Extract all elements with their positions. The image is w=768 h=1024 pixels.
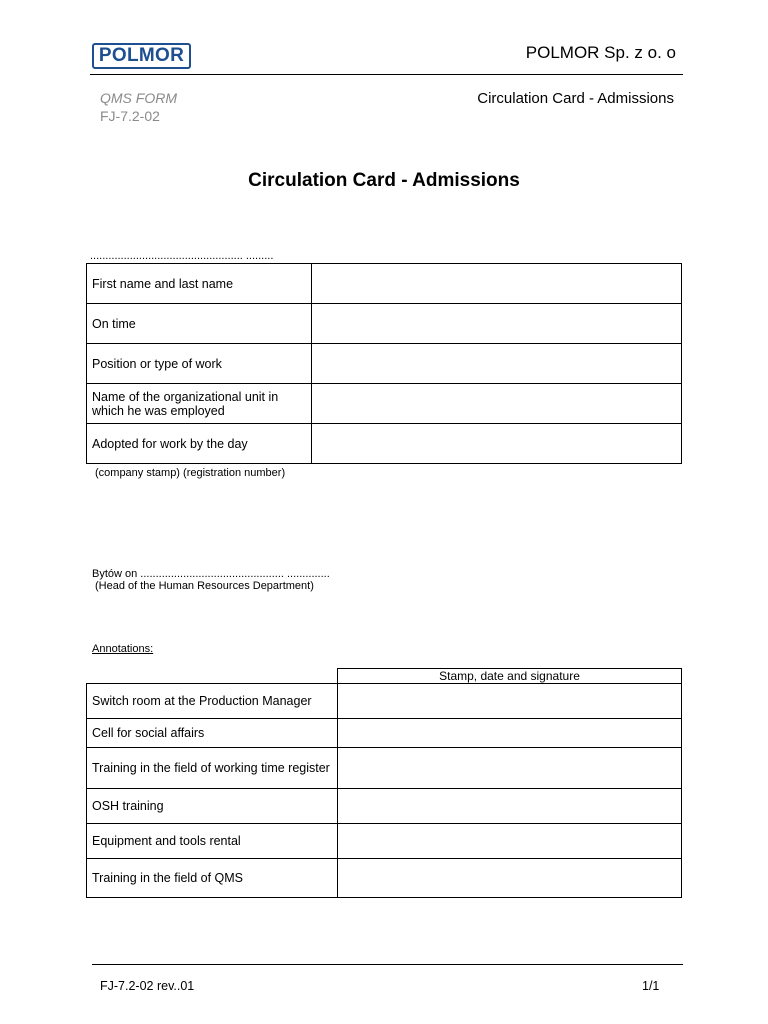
- row-value-field[interactable]: [338, 789, 682, 824]
- row-label: Name of the organizational unit in which he was employed: [87, 384, 312, 424]
- form-code: FJ-7.2-02: [100, 108, 160, 124]
- table-row: [87, 264, 682, 304]
- column-header: Stamp, date and signature: [338, 669, 682, 684]
- table-row: [87, 304, 682, 344]
- row-value-field[interactable]: [338, 859, 682, 898]
- employee-table: [86, 263, 682, 464]
- form-type: QMS FORM: [100, 90, 177, 106]
- row-value-field[interactable]: [312, 344, 682, 384]
- row-value-field[interactable]: [338, 824, 682, 859]
- table-row: [87, 748, 682, 789]
- hr-caption: (Head of the Human Resources Department): [95, 580, 314, 592]
- blank-header-cell: [87, 669, 338, 684]
- table-row: [87, 719, 682, 748]
- row-value-field[interactable]: [338, 719, 682, 748]
- page-title: Circulation Card - Admissions: [248, 170, 520, 191]
- row-label: Switch room at the Production Manager: [87, 684, 338, 719]
- row-label: Position or type of work: [87, 344, 312, 384]
- document-name: Circulation Card - Admissions: [477, 90, 674, 107]
- company-logo: POLMOR: [92, 43, 191, 69]
- row-value-field[interactable]: [312, 424, 682, 464]
- row-value-field[interactable]: [338, 684, 682, 719]
- annotations-label: Annotations:: [92, 643, 154, 655]
- table-row: [87, 789, 682, 824]
- row-label: On time: [87, 304, 312, 344]
- row-value-field[interactable]: [338, 748, 682, 789]
- row-label: OSH training: [87, 789, 338, 824]
- row-label: First name and last name: [87, 264, 312, 304]
- footer-divider: [92, 964, 683, 965]
- stamp-caption: (company stamp) (registration number): [95, 467, 286, 479]
- footer-page-number: 1/1: [642, 979, 660, 993]
- bytow-line: Bytów on ............................................... ..............: [92, 568, 330, 580]
- row-value-field[interactable]: [312, 264, 682, 304]
- table-row: [87, 344, 682, 384]
- table-row: [87, 859, 682, 898]
- row-value-field[interactable]: [312, 384, 682, 424]
- row-label: Training in the field of working time register: [87, 748, 338, 789]
- table-row: [87, 424, 682, 464]
- row-label: Training in the field of QMS: [87, 859, 338, 898]
- row-label: Equipment and tools rental: [87, 824, 338, 859]
- table-row: [87, 684, 682, 719]
- table-row: [87, 824, 682, 859]
- company-name: POLMOR Sp. z o. o: [525, 43, 676, 62]
- checklist-table: [86, 668, 682, 898]
- footer-revision: FJ-7.2-02 rev..01: [100, 979, 195, 993]
- header-divider: [90, 74, 683, 75]
- dotted-line: .................................................. .........: [90, 250, 274, 262]
- table-row: [87, 384, 682, 424]
- row-label: Adopted for work by the day: [87, 424, 312, 464]
- table-header-row: [87, 669, 682, 684]
- row-value-field[interactable]: [312, 304, 682, 344]
- row-label: Cell for social affairs: [87, 719, 338, 748]
